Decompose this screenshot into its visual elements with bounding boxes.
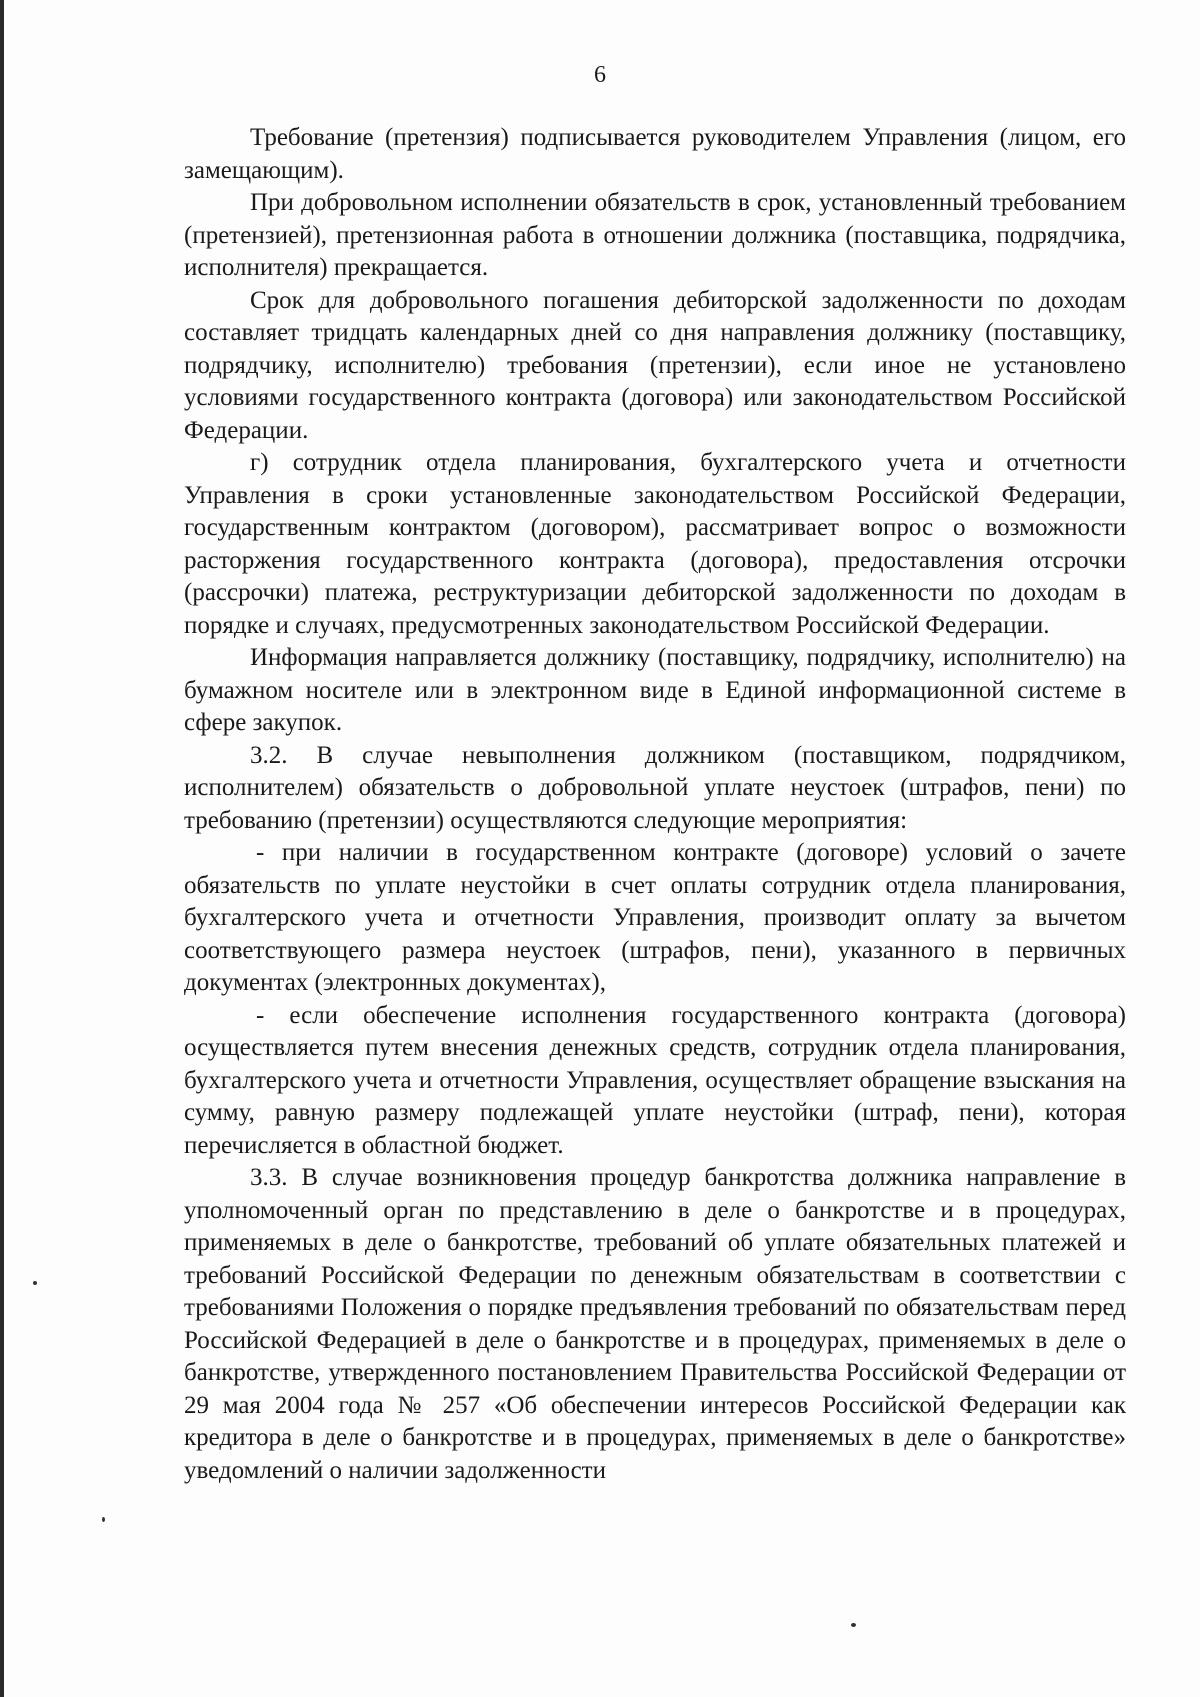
scan-speck: [33, 1281, 37, 1285]
document-body: [184, 122, 1126, 1487]
paragraph-section-3-3: 3.3. В случае возникновения процедур банкротства должника направление в уполномоченный орган по представлению в деле о банкротстве и в процедурах, применяемых в деле о банкротстве, требований об уплате обязательных платежей и требований Российской Федерации по денежным обязательствам в соответствии с требованиями Положения о порядке предъявления требований по обязательствам перед Российской Федерацией в деле о банкротстве и в процедурах, применяемых в деле о банкротстве, утвержденного постановлением Правительства Российской Федерации от 29 мая 2004 года № 257 «Об обеспечении интересов Российской Федерации как кредитора в деле о банкротстве и в процедурах, применяемых в деле о банкротстве» уведомлений о наличии задолженности: [184, 1164, 1126, 1484]
paragraph-repayment-term: Срок для добровольного погашения дебиторской задолженности по доходам составляет тридцать календарных дней со дня направления должнику (поставщику, подрядчику, исполнителю) требования (претензии), если иное не установлено условиями государственного контракта (договора) или законодательством Российской Федерации.: [184, 286, 1126, 444]
page-number: 6: [594, 62, 606, 88]
paragraph-voluntary-fulfillment: При добровольном исполнении обязательств в срок, установленный требованием (претензией), претензионная работа в отношении должника (поставщика, подрядчика, исполнителя) прекращается.: [184, 189, 1126, 281]
paragraph-item-g: г) сотрудник отдела планирования, бухгалтерского учета и отчетности Управления в сроки установленные законодательством Российской Федерации, государственным контрактом (договором), рассматривает вопрос о возможности расторжения государственного контракта (договора), предоставления отсрочки (рассрочки) платежа, реструктуризации дебиторской задолженности по доходам в порядке и случаях, предусмотренных законодательством Российской Федерации.: [184, 449, 1126, 639]
scan-speck: [102, 1517, 105, 1522]
scan-speck: [851, 1623, 856, 1627]
paragraph-information: Информация направляется должнику (поставщику, подрядчику, исполнителю) на бумажном носителе или в электронном виде в Единой информационной системе в сфере закупок.: [184, 644, 1126, 736]
paragraph-dash-offset: - при наличии в государственном контракте (договоре) условий о зачете обязательств по уплате неустойки в счет оплаты сотрудник отдела планирования, бухгалтерского учета и отчетности Управления, производит оплату за вычетом соответствующего размера неустоек (штрафов, пени), указанного в первичных документах (электронных документах),: [184, 839, 1126, 996]
paragraph-dash-security: - если обеспечение исполнения государственного контракта (договора) осуществляется путем внесения денежных средств, сотрудник отдела планирования, бухгалтерского учета и отчетности Управления, осуществляет обращение взыскания на сумму, равную размеру подлежащей уплате неустойки (штраф, пени), которая перечисляется в областной бюджет.: [184, 1001, 1126, 1159]
paragraph-claim-signature: Требование (претензия) подписывается руководителем Управления (лицом, его замещающим).: [184, 124, 1126, 184]
scan-edge: [0, 0, 4, 1697]
paragraph-section-3-2: 3.2. В случае невыполнения должником (поставщиком, подрядчиком, исполнителем) обязательств о добровольной уплате неустоек (штрафов, пени) по требованию (претензии) осуществляются следующие мероприятия:: [184, 741, 1126, 834]
